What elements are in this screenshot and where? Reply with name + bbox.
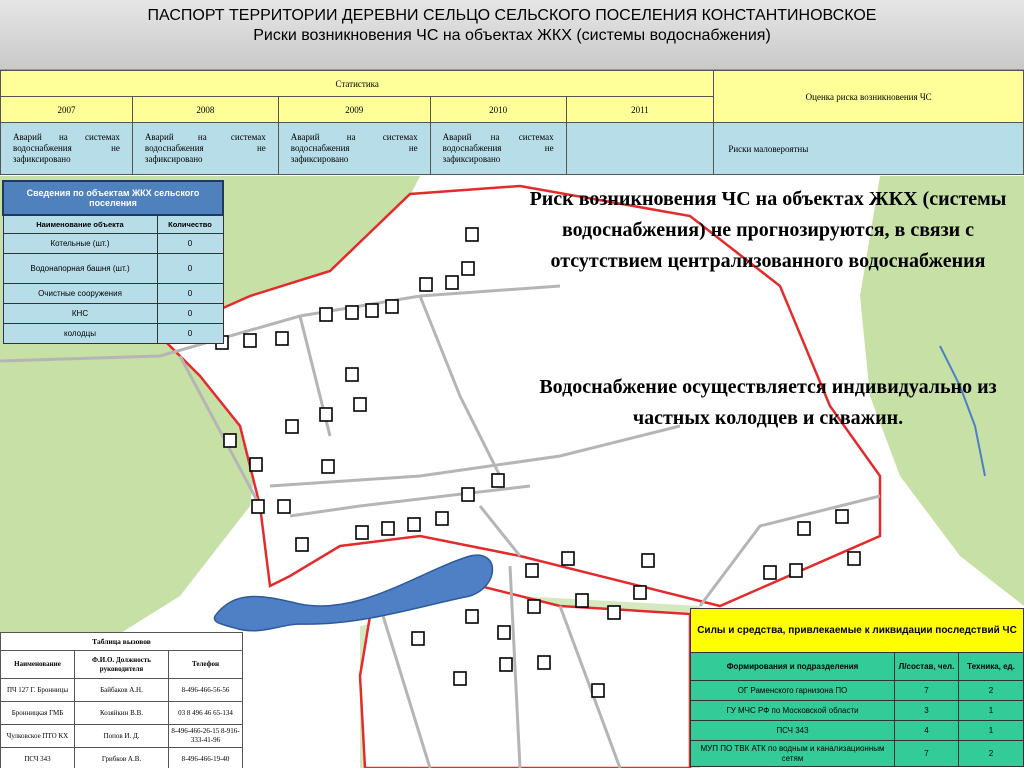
building-marker	[500, 658, 512, 671]
object-name: колодцы	[3, 323, 157, 343]
calls-col-phone: Телефон	[169, 651, 243, 679]
building-marker	[528, 600, 540, 613]
building-marker	[386, 300, 398, 313]
call-person: Грибков А.В.	[75, 748, 169, 768]
building-marker	[278, 500, 290, 513]
object-qty: 0	[157, 303, 223, 323]
force-tech: 1	[959, 721, 1024, 741]
object-qty: 0	[157, 253, 223, 283]
year-cell: 2007	[1, 97, 133, 123]
objects-table-title: Сведения по объектам ЖКХ сельского поселения	[3, 181, 223, 215]
building-marker	[466, 228, 478, 241]
building-marker	[498, 626, 510, 639]
building-marker	[354, 398, 366, 411]
force-staff: 3	[895, 701, 959, 721]
call-person: Попов И. Д.	[75, 725, 169, 748]
forces-table-title: Силы и средства, привлекаемые к ликвидации последствий ЧС	[691, 609, 1024, 653]
call-person: Козяйкин В.В.	[75, 702, 169, 725]
year-cell: 2008	[132, 97, 278, 123]
building-marker	[790, 564, 802, 577]
building-marker	[250, 458, 262, 471]
building-marker	[798, 522, 810, 535]
building-marker	[492, 474, 504, 487]
village-territory-south	[360, 586, 690, 768]
building-marker	[462, 262, 474, 275]
call-phone: 8-496-466-26-15 8-916-333-41-96	[169, 725, 243, 748]
building-marker	[608, 606, 620, 619]
incident-description	[566, 123, 714, 175]
force-staff: 4	[895, 721, 959, 741]
assessment-label: Оценка риска возникновения ЧС	[714, 71, 1024, 123]
building-marker	[848, 552, 860, 565]
building-marker	[296, 538, 308, 551]
building-marker	[356, 526, 368, 539]
building-marker	[466, 610, 478, 623]
objects-col-name: Наименование объекта	[3, 215, 157, 233]
object-name: Водонапорная башня (шт.)	[3, 253, 157, 283]
building-marker	[244, 334, 256, 347]
water-supply-statement: Водоснабжение осуществляется индивидуально из частных колодцев и скважин.	[539, 376, 997, 429]
object-qty: 0	[157, 283, 223, 303]
building-marker	[322, 460, 334, 473]
building-marker	[346, 368, 358, 381]
page-title: ПАСПОРТ ТЕРРИТОРИИ ДЕРЕВНИ СЕЛЬЦО СЕЛЬСКОГО ПОСЕЛЕНИЯ КОНСТАНТИНОВСКОЕ	[147, 7, 877, 24]
building-marker	[446, 276, 458, 289]
building-marker	[276, 332, 288, 345]
call-unit-name: ПСЧ 343	[1, 748, 75, 768]
objects-col-qty: Количество	[157, 215, 223, 233]
building-marker	[634, 586, 646, 599]
forces-col-unit: Формирования и подразделения	[691, 653, 895, 681]
call-phone: 8-496-466-56-56	[169, 679, 243, 702]
incident-description: Аварий на системах водоснабжения не зафиксировано	[132, 123, 278, 175]
object-name: Очистные сооружения	[3, 283, 157, 303]
page-header	[0, 0, 1024, 70]
force-unit: МУП ПО ТВК АТК по водным и канализационным сетям	[691, 741, 895, 767]
building-marker	[286, 420, 298, 433]
building-marker	[420, 278, 432, 291]
building-marker	[346, 306, 358, 319]
call-unit-name: Чулковское ПТО КХ	[1, 725, 75, 748]
call-unit-name: ПЧ 127 Г. Бронницы	[1, 679, 75, 702]
building-marker	[836, 510, 848, 523]
force-unit: ОГ Раменского гарнизона ПО	[691, 681, 895, 701]
building-marker	[320, 408, 332, 421]
call-phone: 03 8 496 46 65-134	[169, 702, 243, 725]
housing-objects-table	[2, 180, 224, 344]
page-subtitle: Риски возникновения ЧС на объектах ЖКХ (системы водоснабжения)	[253, 27, 771, 44]
force-tech: 1	[959, 701, 1024, 721]
building-marker	[642, 554, 654, 567]
calls-table	[0, 632, 243, 768]
statistics-label: Статистика	[1, 71, 714, 97]
calls-col-name: Наименование	[1, 651, 75, 679]
object-qty: 0	[157, 233, 223, 253]
object-name: КНС	[3, 303, 157, 323]
building-marker	[408, 518, 420, 531]
incident-description: Аварий на системах водоснабжения не зафиксировано	[1, 123, 133, 175]
forces-table	[690, 608, 1024, 767]
object-qty: 0	[157, 323, 223, 343]
call-unit-name: Бронницкая ГМБ	[1, 702, 75, 725]
call-phone: 8-496-466-19-40	[169, 748, 243, 768]
building-marker	[462, 488, 474, 501]
call-person: Байбаков А.Н.	[75, 679, 169, 702]
statistics-table	[0, 70, 1024, 175]
building-marker	[382, 522, 394, 535]
year-cell: 2010	[430, 97, 566, 123]
building-marker	[562, 552, 574, 565]
year-cell: 2009	[278, 97, 430, 123]
force-unit: ГУ МЧС РФ по Московской области	[691, 701, 895, 721]
building-marker	[436, 512, 448, 525]
force-unit: ПСЧ 343	[691, 721, 895, 741]
assessment-value: Риски маловероятны	[714, 123, 1024, 175]
calls-col-person: Ф.И.О. Должность руководителя	[75, 651, 169, 679]
building-marker	[764, 566, 776, 579]
building-marker	[538, 656, 550, 669]
force-staff: 7	[895, 741, 959, 767]
building-marker	[320, 308, 332, 321]
forces-col-tech: Техника, ед.	[959, 653, 1024, 681]
year-cell: 2011	[566, 97, 714, 123]
object-name: Котельные (шт.)	[3, 233, 157, 253]
calls-table-title: Таблица вызовов	[1, 633, 243, 651]
building-marker	[224, 434, 236, 447]
building-marker	[412, 632, 424, 645]
building-marker	[526, 564, 538, 577]
building-marker	[252, 500, 264, 513]
incident-description: Аварий на системах водоснабжения не зафиксировано	[278, 123, 430, 175]
building-marker	[366, 304, 378, 317]
building-marker	[576, 594, 588, 607]
forces-col-staff: Л/состав, чел.	[895, 653, 959, 681]
risk-statement: Риск возникновения ЧС на объектах ЖКХ (системы водоснабжения) не прогнозируются, в связи с отсутствием централизованного водоснабжения	[529, 188, 1007, 272]
force-staff: 7	[895, 681, 959, 701]
force-tech: 2	[959, 741, 1024, 767]
force-tech: 2	[959, 681, 1024, 701]
incident-description: Аварий на системах водоснабжения не зафиксировано	[430, 123, 566, 175]
building-marker	[592, 684, 604, 697]
building-marker	[454, 672, 466, 685]
